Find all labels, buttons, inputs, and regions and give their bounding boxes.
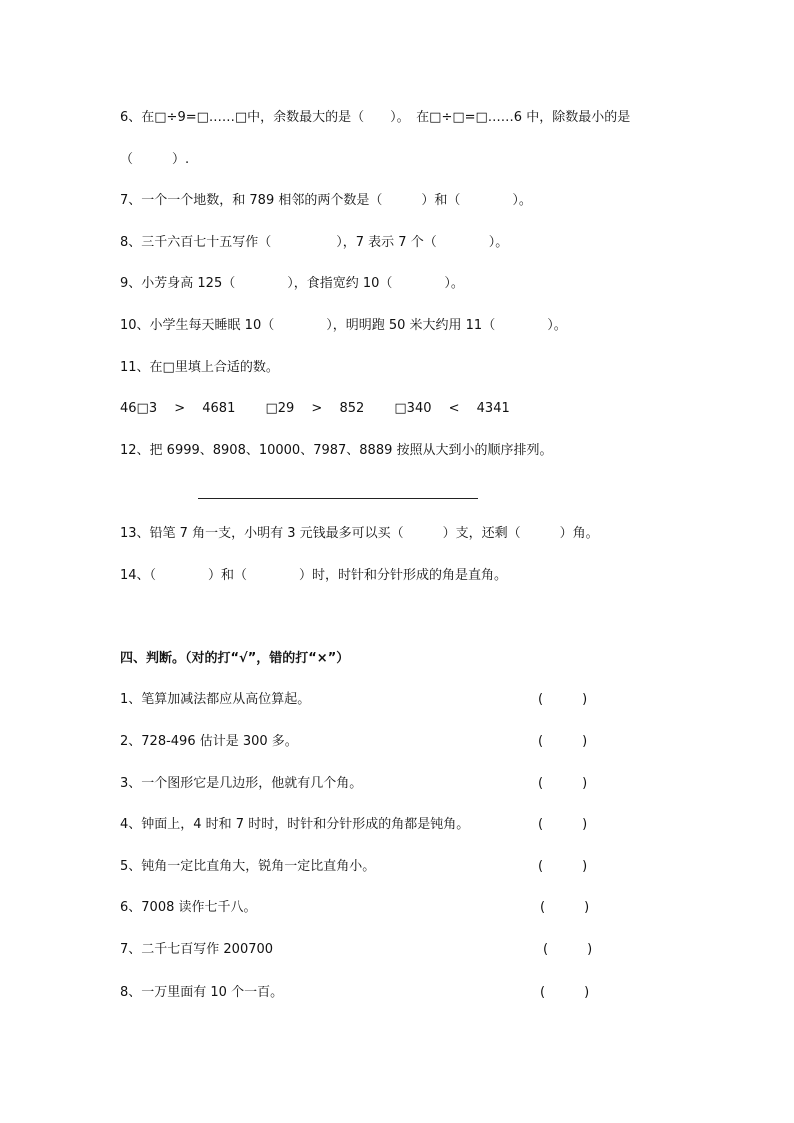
judge-answer-paren-7: ( )	[543, 942, 593, 957]
section-title-judge: 四、判断。（对的打“√”，错的打“×”）	[120, 651, 350, 666]
judge-answer-paren-6: ( )	[540, 900, 590, 915]
question-10: 10、小学生每天睡眠 10（ ），明明跑 50 米大约用 11（ ）。	[120, 318, 567, 333]
judge-item-1: 1、笔算加减法都应从高位算起。	[120, 692, 311, 707]
question-7: 7、一个一个地数，和 789 相邻的两个数是（ ）和（ ）。	[120, 193, 532, 208]
judge-item-2: 2、728-496 估计是 300 多。	[120, 734, 298, 749]
question-11: 11、在□里填上合适的数。	[120, 360, 279, 375]
question-8: 8、三千六百七十五写作（ ），7 表示 7 个（ ）。	[120, 235, 509, 250]
judge-answer-paren-4: ( )	[538, 817, 588, 832]
question-12: 12、把 6999、8908、10000、7987、8889 按照从大到小的顺序排列。	[120, 443, 553, 458]
question-14: 14、（ ）和（ ）时，时针和分针形成的角是直角。	[120, 568, 508, 583]
question-13: 13、铅笔 7 角一支，小明有 3 元钱最多可以买（ ）支，还剩（ ）角。	[120, 526, 599, 541]
judge-answer-paren-1: ( )	[538, 692, 588, 707]
question-6-line-2: （ ）.	[120, 152, 190, 167]
question-9: 9、小芳身高 125（ ），食指宽约 10（ ）。	[120, 276, 464, 291]
judge-answer-paren-5: ( )	[538, 859, 588, 874]
judge-item-3: 3、一个图形它是几边形，他就有几个角。	[120, 776, 363, 791]
question-11-items: 46□3 > 4681 □29 > 852 □340 < 4341	[120, 401, 510, 416]
judge-item-6: 6、7008 读作七千八。	[120, 900, 257, 915]
judge-answer-paren-8: ( )	[540, 985, 590, 1000]
question-6-line-1: 6、在□÷9=□……□中，余数最大的是（ ）。 在□÷□=□……6 中，除数最小的是	[120, 110, 631, 125]
answer-blank-line	[198, 498, 478, 499]
judge-item-8: 8、一万里面有 10 个一百。	[120, 985, 284, 1000]
judge-answer-paren-3: ( )	[538, 776, 588, 791]
judge-item-5: 5、钝角一定比直角大，锐角一定比直角小。	[120, 859, 376, 874]
judge-item-7: 7、二千七百写作 200700	[120, 942, 274, 957]
judge-answer-paren-2: ( )	[538, 734, 588, 749]
judge-item-4: 4、钟面上，4 时和 7 时时，时针和分针形成的角都是钝角。	[120, 817, 470, 832]
